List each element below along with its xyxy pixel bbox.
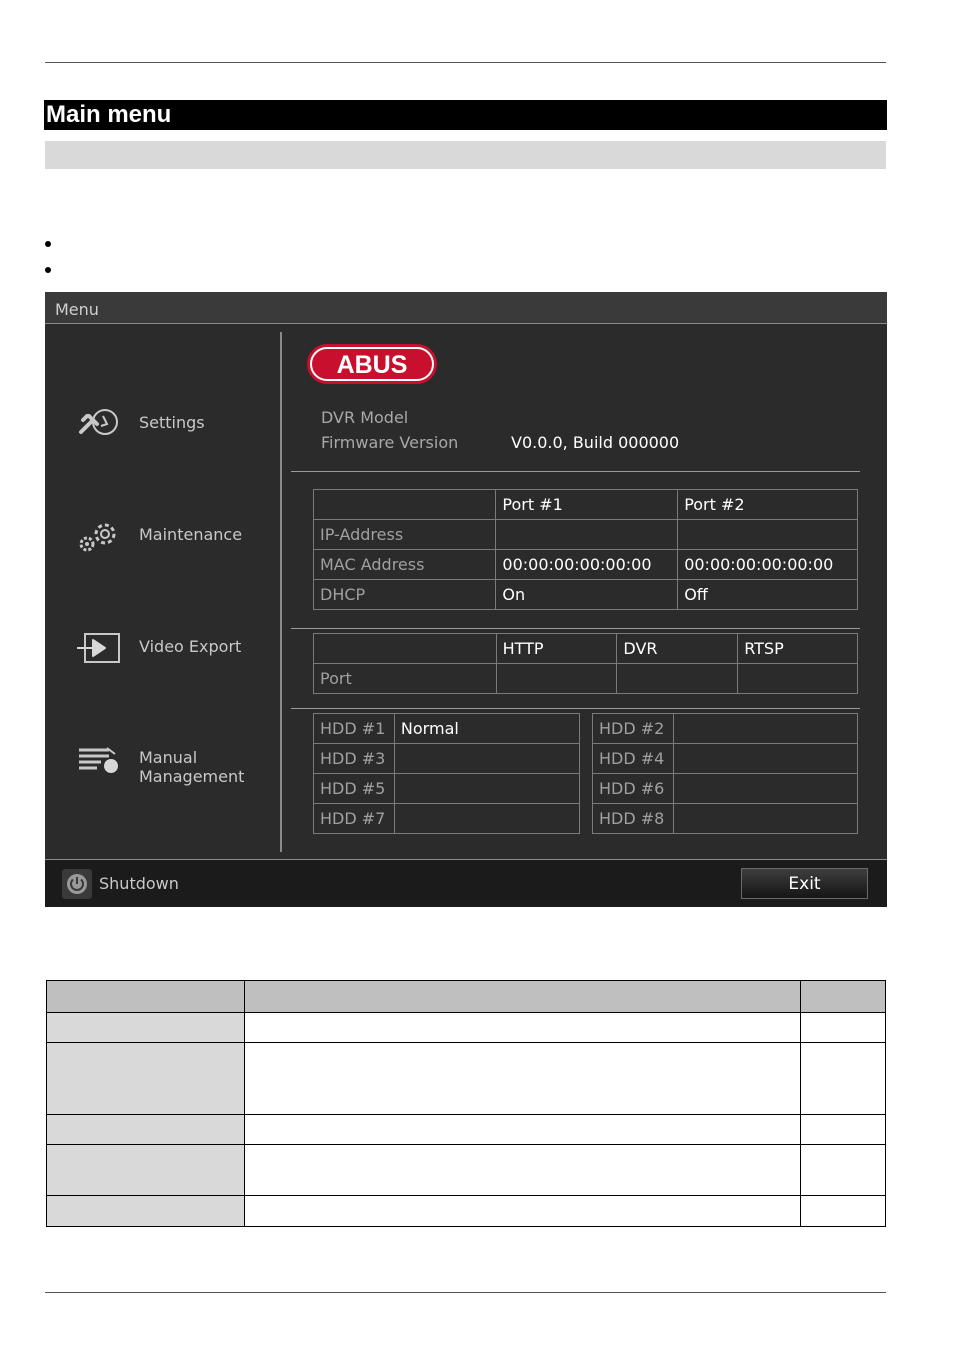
port-rtsp-value (738, 664, 858, 694)
firmware-version-label: Firmware Version (321, 433, 459, 452)
table-cell (801, 1013, 886, 1043)
hdd-status: Normal (394, 714, 579, 744)
table-cell (801, 1145, 886, 1196)
hdd-label: HDD #6 (593, 774, 674, 804)
table-row (47, 1043, 886, 1115)
hdd-row (593, 744, 858, 774)
hdd-row (593, 804, 858, 834)
network-row-mac (314, 550, 858, 580)
section-heading: Main menu (44, 100, 887, 130)
exit-button[interactable]: Exit (741, 868, 868, 899)
hdd-table-right (592, 713, 858, 834)
shutdown-label[interactable]: Shutdown (99, 874, 179, 893)
port-label: Port (314, 664, 497, 694)
shutdown-button[interactable] (62, 869, 92, 899)
table-cell (47, 1196, 245, 1227)
table-cell (801, 1115, 886, 1145)
table-row (47, 1145, 886, 1196)
mac-address-port1: 00:00:00:00:00:00 (496, 550, 678, 580)
hdd-status (394, 804, 579, 834)
hdd-status (673, 804, 857, 834)
menu-label-manual-line: Manual (139, 748, 198, 767)
separator-3 (291, 708, 860, 709)
table-cell (47, 1115, 245, 1145)
table-header-cell (801, 981, 886, 1013)
separator-1 (291, 471, 860, 472)
hdd-row (314, 744, 580, 774)
hdd-table-left (313, 713, 580, 834)
menu-label-manual-management (139, 748, 244, 786)
table-row (47, 1115, 886, 1145)
menu-item-video-export[interactable] (75, 626, 275, 676)
port-http-value (496, 664, 617, 694)
hdd-status (394, 744, 579, 774)
mac-address-label: MAC Address (314, 550, 496, 580)
dhcp-label: DHCP (314, 580, 496, 610)
table-row (47, 1013, 886, 1043)
logo-text: ABUS (336, 351, 408, 379)
ports-header-rtsp: RTSP (738, 634, 858, 664)
menu-item-manual-management[interactable] (75, 738, 275, 788)
port-dvr-value (617, 664, 738, 694)
ports-header-http: HTTP (496, 634, 617, 664)
ip-address-label: IP-Address (314, 520, 496, 550)
table-header-row (47, 981, 886, 1013)
dvr-model-label: DVR Model (321, 408, 409, 427)
separator-2 (291, 628, 860, 629)
screen-titlebar (45, 292, 887, 324)
network-header-port2: Port #2 (678, 490, 858, 520)
ports-row (314, 664, 858, 694)
network-header-row (314, 490, 858, 520)
table-header-cell (47, 981, 245, 1013)
table-cell (245, 1043, 801, 1115)
table-cell (801, 1196, 886, 1227)
top-rule (45, 62, 886, 63)
firmware-version-value: V0.0.0, Build 000000 (511, 433, 680, 452)
ip-address-port2 (678, 520, 858, 550)
menu-item-settings[interactable] (75, 402, 275, 452)
network-header-empty (314, 490, 496, 520)
table-cell (245, 1196, 801, 1227)
bottom-rule (45, 1292, 886, 1293)
hdd-status (673, 744, 857, 774)
description-table (46, 980, 886, 1227)
ip-address-port1 (496, 520, 678, 550)
ports-header-row (314, 634, 858, 664)
hdd-row (593, 774, 858, 804)
menu-label-settings: Settings (139, 413, 205, 432)
network-row-dhcp (314, 580, 858, 610)
hdd-status (673, 714, 857, 744)
ports-header-dvr: DVR (617, 634, 738, 664)
hdd-row (314, 714, 580, 744)
network-header-port1: Port #1 (496, 490, 678, 520)
subheading-bar (45, 141, 886, 169)
table-cell (245, 1145, 801, 1196)
bullet-1 (45, 241, 51, 247)
menu-label-management-line: Management (139, 767, 245, 786)
ports-table (313, 633, 858, 694)
table-header-cell (245, 981, 801, 1013)
hdd-label: HDD #5 (314, 774, 395, 804)
ports-header-empty (314, 634, 497, 664)
menu-label-maintenance: Maintenance (139, 525, 243, 544)
export-arrow-icon (75, 626, 125, 670)
hdd-status (673, 774, 857, 804)
hdd-row (314, 774, 580, 804)
hdd-label: HDD #1 (314, 714, 395, 744)
screen-title: Menu (55, 300, 99, 319)
abus-logo (306, 343, 438, 385)
hdd-label: HDD #7 (314, 804, 395, 834)
network-row-ip (314, 520, 858, 550)
hdd-row (314, 804, 580, 834)
network-table (313, 489, 858, 610)
power-icon (62, 869, 92, 899)
menu-item-maintenance[interactable] (75, 514, 275, 564)
table-cell (47, 1043, 245, 1115)
table-cell (47, 1013, 245, 1043)
mac-address-port2: 00:00:00:00:00:00 (678, 550, 858, 580)
dvr-menu-screen (45, 292, 887, 907)
table-cell (801, 1043, 886, 1115)
hdd-label: HDD #4 (593, 744, 674, 774)
dhcp-port2: Off (678, 580, 858, 610)
hdd-label: HDD #2 (593, 714, 674, 744)
sidebar-divider (280, 332, 282, 852)
menu-label-video-export: Video Export (139, 637, 242, 656)
manual-management-icon (75, 738, 125, 782)
hdd-status (394, 774, 579, 804)
bullet-2 (45, 267, 51, 273)
hdd-label: HDD #3 (314, 744, 395, 774)
table-row (47, 1196, 886, 1227)
screen-footer (45, 859, 887, 907)
hdd-label: HDD #8 (593, 804, 674, 834)
settings-wrench-icon (75, 402, 125, 446)
dhcp-port1: On (496, 580, 678, 610)
gears-icon (75, 514, 125, 558)
table-cell (47, 1145, 245, 1196)
hdd-row (593, 714, 858, 744)
table-cell (245, 1115, 801, 1145)
table-cell (245, 1013, 801, 1043)
